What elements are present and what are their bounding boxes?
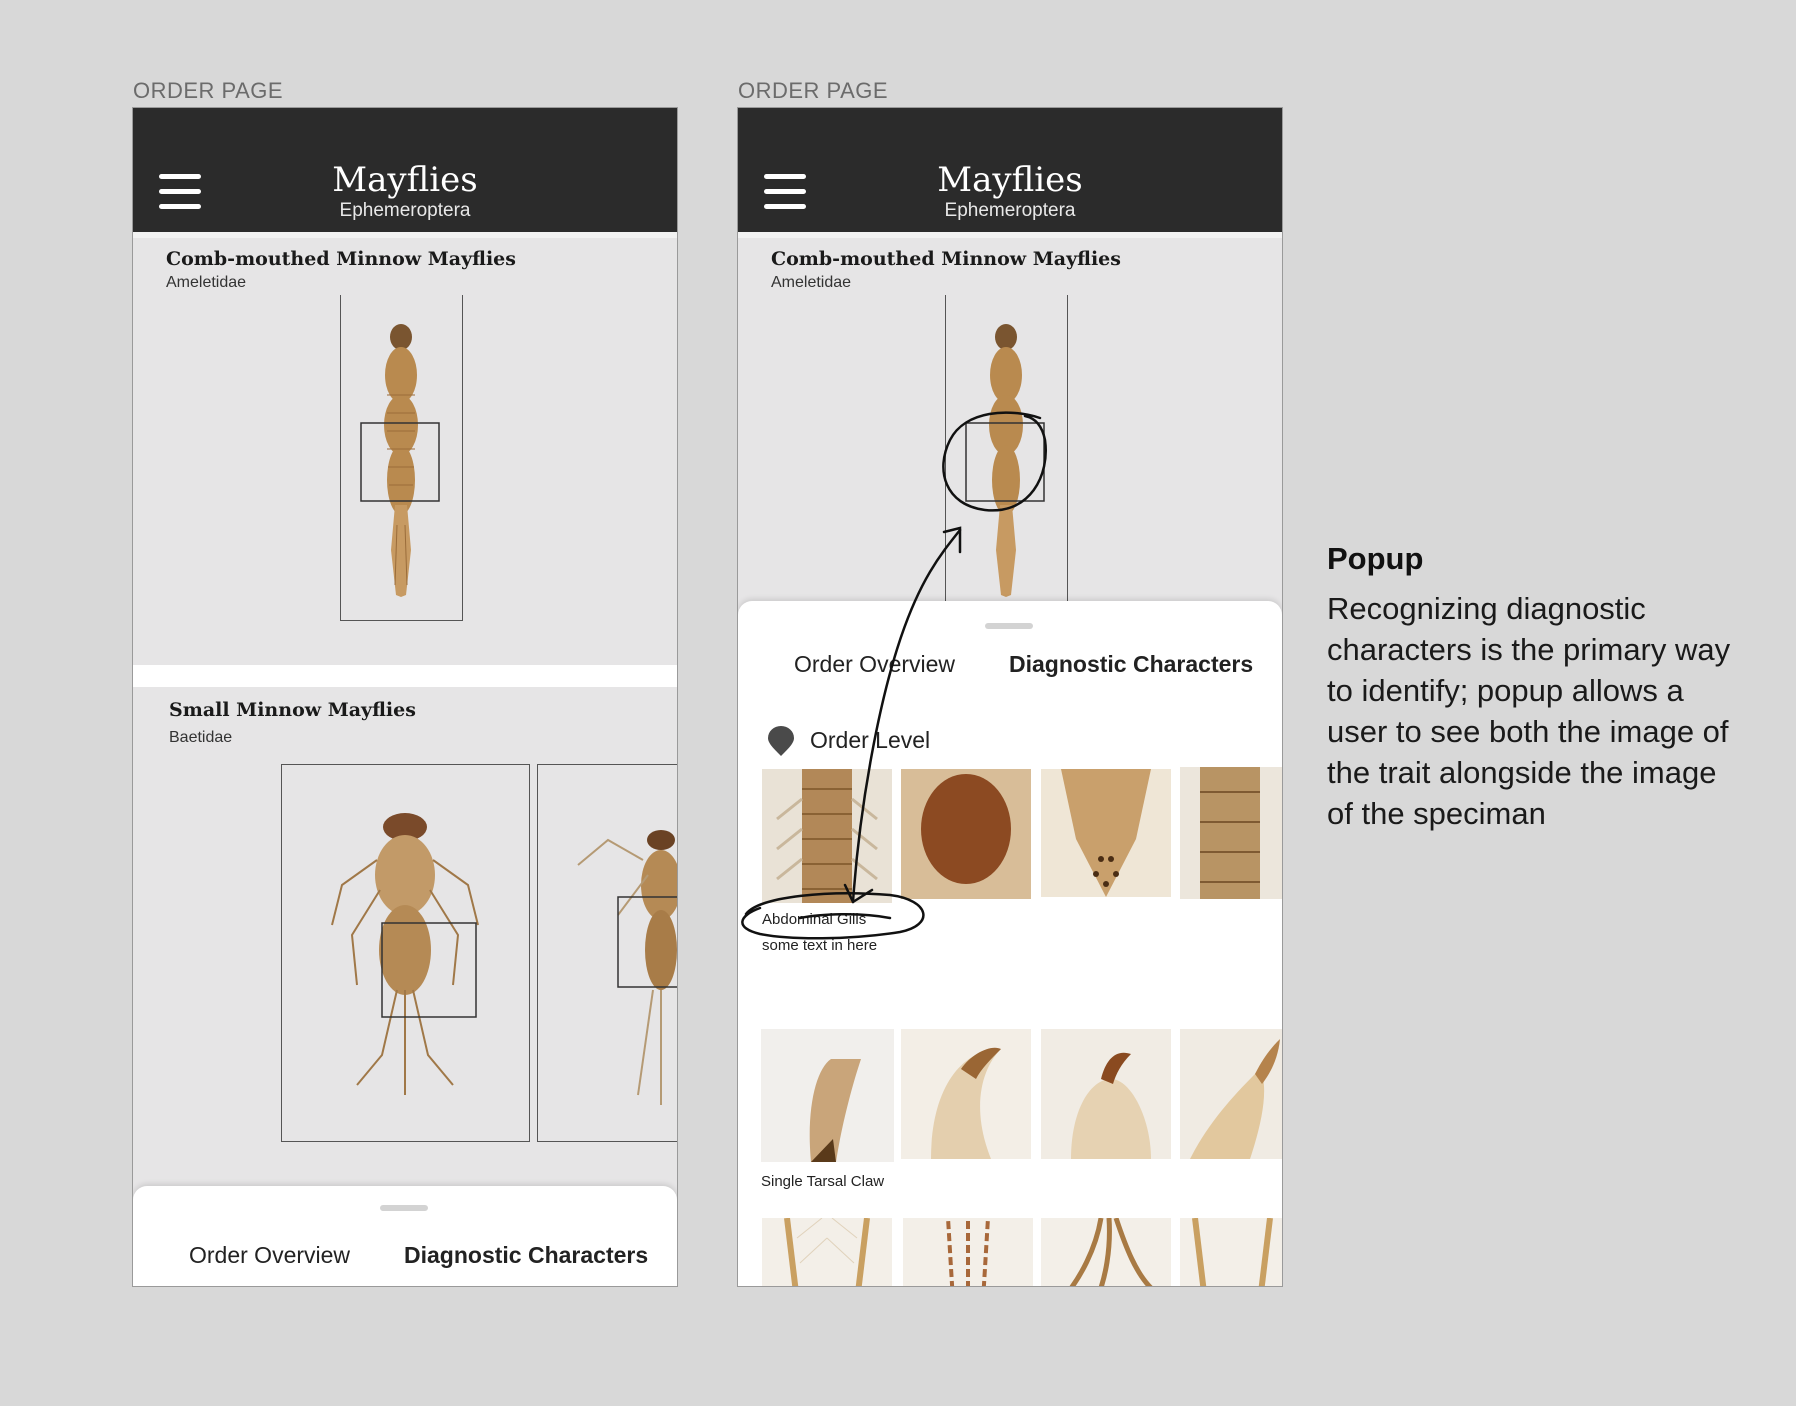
family-scientific-name: Ameletidae [771, 274, 852, 291]
trait-thumbnail[interactable] [1041, 1218, 1171, 1287]
app-header [738, 108, 1282, 232]
specimen-image[interactable] [281, 764, 530, 1142]
tab-diagnostic-characters[interactable]: Diagnostic Characters [1009, 651, 1254, 677]
specimen-image[interactable] [537, 764, 678, 1142]
annotation-title: Popup [1327, 541, 1424, 576]
trait-label: Abdominal Gills [762, 911, 867, 928]
family-scientific-name: Ameletidae [166, 274, 247, 291]
screen-caption-1: ORDER PAGE [133, 78, 284, 103]
specimen-image[interactable] [945, 295, 1068, 626]
trait-thumbnail[interactable] [903, 1218, 1033, 1287]
tab-order-overview[interactable]: Order Overview [794, 651, 956, 677]
phone-screen-order-page [132, 107, 678, 1287]
trait-thumbnail[interactable] [1180, 767, 1282, 899]
family-name[interactable]: Comb-mouthed Minnow Mayflies [771, 248, 1121, 270]
section-label-order-level: Order Level [810, 727, 931, 753]
trait-thumbnail[interactable] [762, 1218, 892, 1287]
family-name[interactable]: Small Minnow Mayflies [169, 699, 416, 721]
trait-thumbnail[interactable] [1041, 1029, 1171, 1159]
phone-screen-popup [737, 107, 1283, 1287]
family-scientific-name: Baetidae [169, 729, 233, 746]
annotation-body: Recognizing diagnostic characters is the primary way to identify; popup allows a user to see both the image of the trait alongside the image of the speciman [1327, 591, 1731, 831]
family-name[interactable]: Comb-mouthed Minnow Mayflies [166, 248, 516, 270]
trait-thumbnail-abdominal-gills[interactable] [762, 769, 892, 903]
tab-diagnostic-characters[interactable]: Diagnostic Characters [404, 1242, 649, 1268]
app-header [133, 108, 677, 232]
bottom-sheet[interactable] [133, 1186, 677, 1287]
page-subtitle: Ephemeroptera [944, 200, 1076, 221]
diagnostic-popup-sheet[interactable] [738, 601, 1282, 1287]
page-subtitle: Ephemeroptera [339, 200, 471, 221]
screen-caption-2: ORDER PAGE [738, 78, 889, 103]
trait-thumbnail[interactable] [1180, 1029, 1282, 1159]
trait-description: some text in here [762, 937, 878, 954]
trait-thumbnail[interactable] [901, 769, 1031, 899]
trait-thumbnail[interactable] [1041, 769, 1171, 897]
trait-thumbnail[interactable] [1180, 1218, 1282, 1287]
drag-handle[interactable] [380, 1205, 428, 1211]
trait-thumbnail[interactable] [901, 1029, 1031, 1159]
trait-thumbnail-single-tarsal-claw[interactable] [761, 1029, 894, 1162]
location-pin-icon [767, 726, 795, 756]
specimen-image[interactable] [340, 295, 463, 621]
tab-order-overview[interactable]: Order Overview [189, 1242, 351, 1268]
trait-label: Single Tarsal Claw [761, 1173, 885, 1190]
page-title: Mayflies [332, 160, 478, 200]
drag-handle[interactable] [985, 623, 1033, 629]
page-title: Mayflies [937, 160, 1083, 200]
